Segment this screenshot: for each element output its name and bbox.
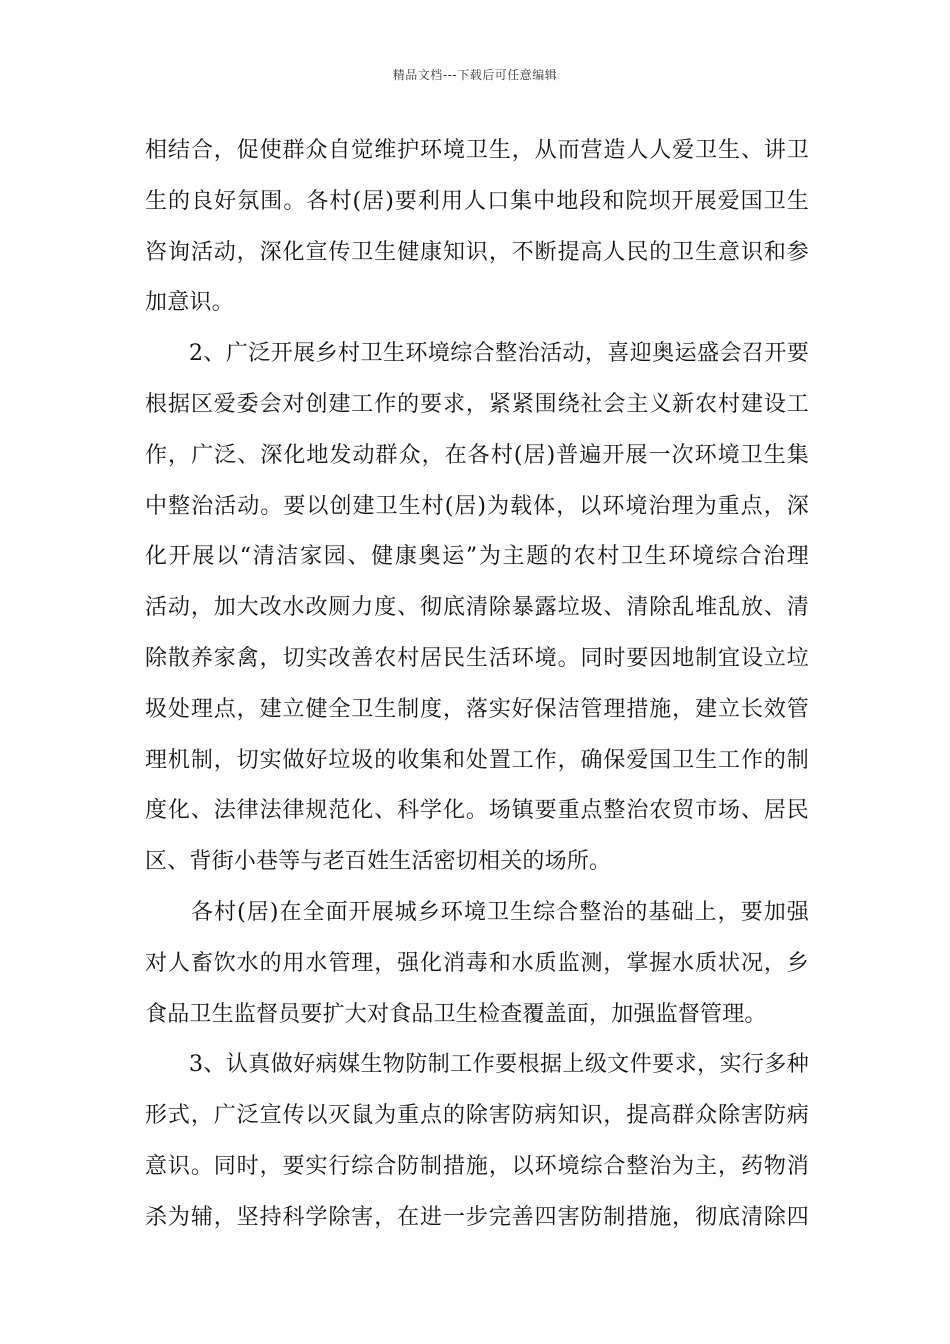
paragraph-line: 活动，加大改水改厕力度、彻底清除暴露垃圾、清除乱堆乱放、清 [145, 595, 809, 621]
paragraph-line: 3、认真做好病媒生物防制工作要根据上级文件要求，实行多种 [189, 1052, 809, 1078]
paragraph-line: 作，广泛、深化地发动群众，在各村(居)普遍开展一次环境卫生集 [145, 442, 809, 468]
paragraph-line: 咨询活动，深化宣传卫生健康知识，不断提高人民的卫生意识和参 [145, 239, 809, 265]
paragraph-line: 区、背街小巷等与老百姓生活密切相关的场所。 [145, 849, 612, 875]
paragraph-line: 食品卫生监督员要扩大对食品卫生检查覆盖面，加强监督管理。 [145, 1001, 767, 1027]
paragraph-line: 各村(居)在全面开展城乡环境卫生综合整治的基础上，要加强 [191, 899, 809, 925]
paragraph-line: 化开展以“清洁家园、健康奥运”为主题的农村卫生环境综合治理 [145, 544, 809, 570]
paragraph-line: 理机制，切实做好垃圾的收集和处置工作，确保爱国卫生工作的制 [145, 747, 809, 773]
paragraph-line: 2、广泛开展乡村卫生环境综合整治活动，喜迎奥运盛会召开要 [189, 341, 809, 367]
paragraph-line: 中整治活动。要以创建卫生村(居)为载体，以环境治理为重点，深 [145, 493, 809, 519]
paragraph-line: 根据区爱委会对创建工作的要求，紧紧围绕社会主义新农村建设工 [145, 391, 809, 417]
paragraph-line: 圾处理点，建立健全卫生制度，落实好保洁管理措施，建立长效管 [145, 696, 809, 722]
paragraph-line: 相结合，促使群众自觉维护环境卫生，从而营造人人爱卫生、讲卫 [145, 138, 809, 163]
paragraph-line: 度化、法律法律规范化、科学化。场镇要重点整治农贸市场、居民 [145, 798, 809, 824]
paragraph-line: 对人畜饮水的用水管理，强化消毒和水质监测，掌握水质状况，乡 [145, 950, 809, 976]
paragraph-line: 加意识。 [145, 290, 234, 316]
paragraph-line: 意识。同时，要实行综合防制措施，以环境综合整治为主，药物消 [145, 1153, 809, 1179]
page-header: 精品文档---下载后可任意编辑 [392, 68, 558, 82]
body-text [145, 126, 809, 1244]
paragraph-line: 生的良好氛围。各村(居)要利用人口集中地段和院坝开展爱国卫生 [145, 188, 809, 214]
paragraph-line: 杀为辅，坚持科学除害，在进一步完善四害防制措施，彻底清除四 [145, 1204, 809, 1230]
paragraph-line: 形式，广泛宣传以灭鼠为重点的除害防病知识，提高群众除害防病 [145, 1103, 809, 1129]
paragraph-line: 除散养家禽，切实改善农村居民生活环境。同时要因地制宜设立垃 [145, 645, 809, 671]
